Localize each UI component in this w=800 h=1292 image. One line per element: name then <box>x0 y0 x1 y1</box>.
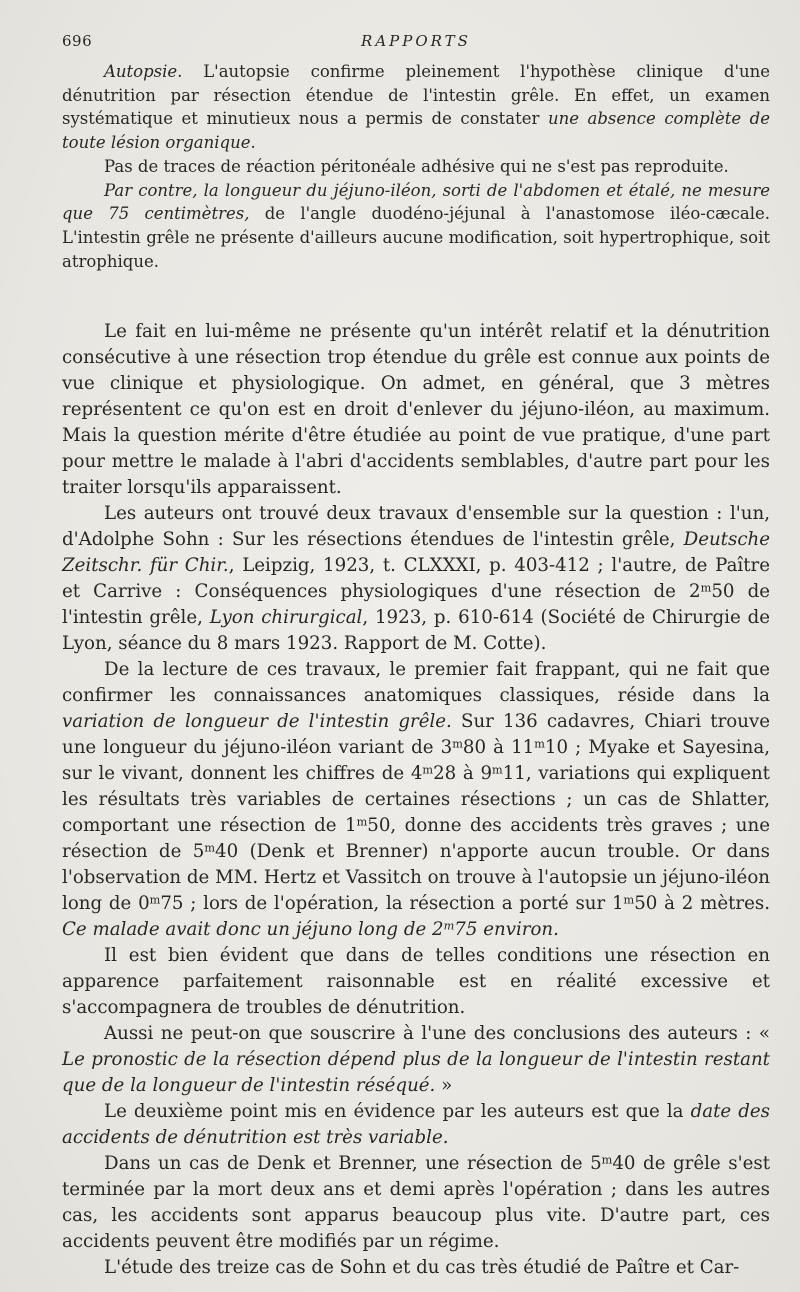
paragraph-excessive: Il est bien évident que dans de telles conditions une résection en apparence parfaitement raisonnable est en réalité excessive et s'accompagnera de troubles de dénutrition. <box>62 945 770 1018</box>
page-body <box>62 60 770 1281</box>
page-header <box>62 30 770 52</box>
autopsy-lead: Autopsie. <box>104 62 183 81</box>
autopsy-paragraph: Autopsie. L'autopsie confirme pleinement l'hypothèse clinique d'une dénutrition par résection étendue de l'intestin grêle. En effet, un examen systématique et minutieux nous a permis de constater une absence complète de toute lésion organique. <box>62 62 771 153</box>
peritoneal-paragraph: Pas de traces de réaction péritonéale adhésive qui ne s'est pas reproduite. <box>104 156 729 176</box>
paragraph-intro: Le fait en lui-même ne présente qu'un intérêt relatif et la dénutrition consécutive à une résection trop étendue du grêle est connue aux points de vue clinique et physiologique. On admet, en général, que 3 mètres représentent ce qu'on est en droit d'enlever du jéjuno-iléon, au maximum. Mais la question mérite d'être étudiée au point de vue pratique, d'une part pour mettre le malade à l'abri d'accidents semblables, d'autre part pour les traiter lorsqu'ils apparaissent. <box>62 321 770 498</box>
commentary-section <box>62 319 770 1281</box>
paragraph-variation: De la lecture de ces travaux, le premier fait frappant, qui ne fait que confirmer les connaissances anatomiques classiques, réside dans la variation de longueur de l'intestin grêle. Sur 136 cadavres, Chiari trouve une longueur du jéjuno-iléon variant de 3$^m$80 à 11$^m$10 ; Myake et Sayesina, sur le vivant, donnent les chiffres de 4$^m$28 à 9$^m$11, variations qui expliquent les résultats très variables de certaines résections ; un cas de Shlatter, comportant une résection de 1$^m$50, donne des accidents très graves ; une résection de 5$^m$40 (Denk et Brenner) n'apporte aucun trouble. Or dans l'observation de MM. Hertz et Vassitch on trouve à l'autopsie un jéjuno-iléon long de 0$^m$75 ; lors de l'opération, la résection a porté sur 1$^m$50 à 2 mètres. Ce malade avait donc un jéjuno long de 2$^m$75 environ. <box>62 659 770 940</box>
length-paragraph: Par contre, la longueur du jéjuno-iléon, sorti de l'abdomen et étalé, ne mesure que 75 centimètres, de l'angle duodéno-jéjunal à l'anastomose iléo-cæcale. L'intestin grêle ne présente d'ailleurs aucune modification, soit hypertrophique, soit atrophique. <box>62 180 770 271</box>
paragraph-second-point: Le deuxième point mis en évidence par les auteurs est que la date des accidents de dénutrition est très variable. <box>62 1101 770 1148</box>
paragraph-final: L'étude des treize cas de Sohn et du cas très étudié de Paître et Car- <box>104 1257 740 1278</box>
running-head: RAPPORTS <box>361 32 471 50</box>
paragraph-denk-brenner: Dans un cas de Denk et Brenner, une résection de 5$^m$40 de grêle s'est terminée par la mort deux ans et demi après l'opération ; dans les autres cas, les accidents sont apparus beaucoup plus vite. D'autre part, ces accidents peuvent être modifiés par un régime. <box>62 1153 771 1252</box>
page-number: 696 <box>62 32 93 50</box>
paragraph-sources: Les auteurs ont trouvé deux travaux d'ensemble sur la question : l'un, d'Adolphe Sohn : Sur les résections étendues de l'intestin grêle, Deutsche Zeitschr. für Chir., Leipzig, 1923, t. CLXXXI, p. 403-412 ; l'autre, de Paître et Carrive : Conséquences physiologiques d'une résection de 2$^m$50 de l'intestin grêle, Lyon chirurgical, 1923, p. 610-614 (Société de Chirurgie de Lyon, séance du 8 mars 1923. Rapport de M. Cotte). <box>62 503 770 654</box>
paragraph-conclusion: Aussi ne peut-on que souscrire à l'une des conclusions des auteurs : « Le pronostic de la résection dépend plus de la longueur de l'intestin restant que de la longueur de l'intestin réséqué. » <box>62 1023 770 1096</box>
autopsy-section <box>62 60 770 300</box>
